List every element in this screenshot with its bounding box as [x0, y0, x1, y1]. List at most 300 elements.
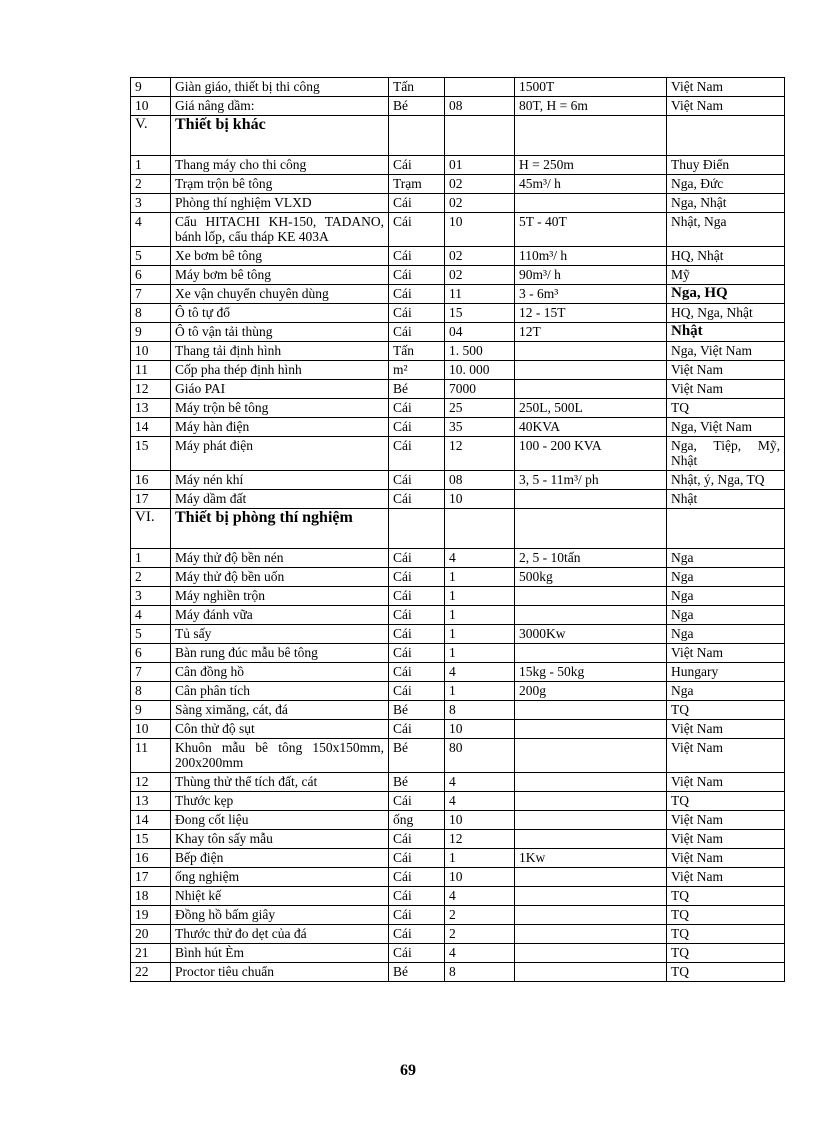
item-number: 21: [131, 944, 171, 963]
item-quantity: 4: [445, 944, 515, 963]
item-name: Giáo PAI: [171, 380, 389, 399]
item-name: ống nghiệm: [171, 868, 389, 887]
item-origin: Việt Nam: [667, 830, 785, 849]
item-origin: Việt Nam: [667, 849, 785, 868]
item-spec: [515, 720, 667, 739]
item-quantity: 80: [445, 739, 515, 773]
item-number: 1: [131, 156, 171, 175]
item-origin: Việt Nam: [667, 644, 785, 663]
item-unit: Cái: [389, 887, 445, 906]
table-row: [131, 849, 785, 868]
table-row: [131, 437, 785, 471]
item-spec: [515, 963, 667, 982]
item-unit: Cái: [389, 606, 445, 625]
table-row: [131, 568, 785, 587]
empty-cell: [667, 116, 785, 156]
item-origin: Việt Nam: [667, 720, 785, 739]
item-spec: [515, 361, 667, 380]
item-unit: Cái: [389, 944, 445, 963]
item-number: 10: [131, 720, 171, 739]
item-quantity: 1: [445, 682, 515, 701]
item-origin: Việt Nam: [667, 811, 785, 830]
empty-cell: [515, 116, 667, 156]
section-title: Thiết bị phòng thí nghiệm: [171, 509, 389, 549]
item-unit: Bé: [389, 380, 445, 399]
item-quantity: 1. 500: [445, 342, 515, 361]
item-name: Máy thử độ bền uốn: [171, 568, 389, 587]
item-spec: [515, 906, 667, 925]
item-quantity: 1: [445, 568, 515, 587]
item-unit: Cái: [389, 437, 445, 471]
item-spec: 45m³/ h: [515, 175, 667, 194]
item-origin: Mỹ: [667, 266, 785, 285]
table-row: [131, 887, 785, 906]
item-unit: ống: [389, 811, 445, 830]
item-spec: [515, 830, 667, 849]
item-name: Tủ sấy: [171, 625, 389, 644]
item-spec: 12T: [515, 323, 667, 342]
item-origin: TQ: [667, 887, 785, 906]
table-row: [131, 285, 785, 304]
item-unit: Cái: [389, 663, 445, 682]
item-name: Thùng thử thể tích đất, cát: [171, 773, 389, 792]
item-unit: Cái: [389, 323, 445, 342]
item-number: 11: [131, 361, 171, 380]
item-number: 13: [131, 792, 171, 811]
item-origin: Nga: [667, 682, 785, 701]
section-header-row: [131, 509, 785, 549]
item-number: 19: [131, 906, 171, 925]
item-number: 5: [131, 625, 171, 644]
table-row: [131, 247, 785, 266]
item-spec: 3 - 6m³: [515, 285, 667, 304]
item-quantity: 25: [445, 399, 515, 418]
item-quantity: 02: [445, 175, 515, 194]
item-name: Máy nghiền trộn: [171, 587, 389, 606]
item-quantity: 1: [445, 849, 515, 868]
item-quantity: 12: [445, 437, 515, 471]
item-name: Khay tôn sấy mẫu: [171, 830, 389, 849]
item-quantity: 35: [445, 418, 515, 437]
item-name: Cốp pha thép định hình: [171, 361, 389, 380]
item-quantity: 8: [445, 701, 515, 720]
item-origin: Nhật, ý, Nga, TQ: [667, 471, 785, 490]
item-number: 9: [131, 323, 171, 342]
item-spec: 12 - 15T: [515, 304, 667, 323]
item-quantity: 10: [445, 811, 515, 830]
section-number: VI.: [131, 509, 171, 549]
item-number: 22: [131, 963, 171, 982]
item-spec: [515, 811, 667, 830]
item-number: 9: [131, 701, 171, 720]
table-row: [131, 78, 785, 97]
item-name: Nhiệt kế: [171, 887, 389, 906]
item-unit: Bé: [389, 739, 445, 773]
item-spec: [515, 739, 667, 773]
item-unit: Cái: [389, 682, 445, 701]
item-number: 20: [131, 925, 171, 944]
item-spec: 500kg: [515, 568, 667, 587]
item-spec: 1Kw: [515, 849, 667, 868]
item-origin: Việt Nam: [667, 380, 785, 399]
item-number: 17: [131, 490, 171, 509]
item-origin: Nga: [667, 549, 785, 568]
item-name: Sàng ximăng, cát, đá: [171, 701, 389, 720]
item-unit: Tấn: [389, 78, 445, 97]
item-unit: Cái: [389, 830, 445, 849]
equipment-table-body: [131, 78, 785, 982]
item-name: Đong cốt liệu: [171, 811, 389, 830]
item-unit: Cái: [389, 644, 445, 663]
item-origin: Việt Nam: [667, 78, 785, 97]
table-row: [131, 304, 785, 323]
item-name: Máy dầm đất: [171, 490, 389, 509]
item-name: Côn thử độ sụt: [171, 720, 389, 739]
item-origin: Hungary: [667, 663, 785, 682]
item-unit: Cái: [389, 568, 445, 587]
item-name: Máy nén khí: [171, 471, 389, 490]
table-row: [131, 361, 785, 380]
item-quantity: 12: [445, 830, 515, 849]
item-unit: Cái: [389, 625, 445, 644]
item-unit: Cái: [389, 247, 445, 266]
item-number: 14: [131, 418, 171, 437]
item-origin: Việt Nam: [667, 773, 785, 792]
table-row: [131, 720, 785, 739]
item-unit: Cái: [389, 194, 445, 213]
item-origin: HQ, Nhật: [667, 247, 785, 266]
item-number: 12: [131, 773, 171, 792]
item-number: 12: [131, 380, 171, 399]
item-name: Cẩu HITACHI KH-150, TADANO, bánh lốp, cẩu tháp KE 403A: [171, 213, 389, 247]
item-number: 4: [131, 213, 171, 247]
item-spec: 3, 5 - 11m³/ ph: [515, 471, 667, 490]
item-name: Cân phân tích: [171, 682, 389, 701]
item-origin: Nhật: [667, 323, 785, 342]
table-row: [131, 194, 785, 213]
item-number: 3: [131, 194, 171, 213]
table-row: [131, 490, 785, 509]
item-origin: Nga: [667, 625, 785, 644]
item-origin: Nga, Việt Nam: [667, 342, 785, 361]
item-spec: [515, 925, 667, 944]
item-number: 2: [131, 568, 171, 587]
item-name: Ô tô vận tải thùng: [171, 323, 389, 342]
item-quantity: 4: [445, 773, 515, 792]
table-row: [131, 471, 785, 490]
item-number: 7: [131, 663, 171, 682]
item-spec: 3000Kw: [515, 625, 667, 644]
table-row: [131, 97, 785, 116]
item-name: Giàn giáo, thiết bị thi công: [171, 78, 389, 97]
item-origin: TQ: [667, 399, 785, 418]
item-origin: Thuy Điển: [667, 156, 785, 175]
item-spec: 5T - 40T: [515, 213, 667, 247]
item-name: Máy hàn điện: [171, 418, 389, 437]
item-number: 2: [131, 175, 171, 194]
table-row: [131, 323, 785, 342]
item-origin: Nga, HQ: [667, 285, 785, 304]
item-number: 1: [131, 549, 171, 568]
item-number: 10: [131, 342, 171, 361]
item-number: 6: [131, 266, 171, 285]
item-spec: [515, 944, 667, 963]
item-quantity: 02: [445, 194, 515, 213]
item-quantity: 1: [445, 625, 515, 644]
item-name: Máy trộn bê tông: [171, 399, 389, 418]
item-origin: TQ: [667, 944, 785, 963]
item-origin: Việt Nam: [667, 739, 785, 773]
item-quantity: 7000: [445, 380, 515, 399]
item-number: 11: [131, 739, 171, 773]
item-spec: [515, 701, 667, 720]
item-number: 5: [131, 247, 171, 266]
item-spec: [515, 490, 667, 509]
item-unit: Bé: [389, 773, 445, 792]
item-origin: Nga: [667, 587, 785, 606]
item-spec: [515, 792, 667, 811]
table-row: [131, 175, 785, 194]
table-row: [131, 418, 785, 437]
item-origin: Nga: [667, 568, 785, 587]
item-unit: Trạm: [389, 175, 445, 194]
item-unit: Bé: [389, 963, 445, 982]
item-number: 8: [131, 682, 171, 701]
item-quantity: 04: [445, 323, 515, 342]
item-spec: [515, 887, 667, 906]
item-unit: Cái: [389, 418, 445, 437]
item-unit: Bé: [389, 97, 445, 116]
item-quantity: 01: [445, 156, 515, 175]
item-quantity: 15: [445, 304, 515, 323]
item-name: Máy bơm bê tông: [171, 266, 389, 285]
item-quantity: 1: [445, 606, 515, 625]
item-name: Xe bơm bê tông: [171, 247, 389, 266]
table-row: [131, 625, 785, 644]
item-spec: 100 - 200 KVA: [515, 437, 667, 471]
item-name: Máy phát điện: [171, 437, 389, 471]
table-row: [131, 944, 785, 963]
item-number: 13: [131, 399, 171, 418]
item-unit: Cái: [389, 868, 445, 887]
item-name: Thước thử đo dẹt của đá: [171, 925, 389, 944]
item-name: Ô tô tự đổ: [171, 304, 389, 323]
item-origin: Nga, Tiệp, Mỹ, Nhật: [667, 437, 785, 471]
item-number: 16: [131, 471, 171, 490]
table-row: [131, 925, 785, 944]
item-unit: Cái: [389, 490, 445, 509]
item-name: Thang tải định hình: [171, 342, 389, 361]
item-name: Đồng hồ bấm giây: [171, 906, 389, 925]
item-unit: Cái: [389, 587, 445, 606]
item-quantity: [445, 78, 515, 97]
table-row: [131, 156, 785, 175]
item-name: Proctor tiêu chuẩn: [171, 963, 389, 982]
empty-cell: [445, 509, 515, 549]
item-spec: 80T, H = 6m: [515, 97, 667, 116]
item-spec: 40KVA: [515, 418, 667, 437]
item-spec: 250L, 500L: [515, 399, 667, 418]
item-unit: Cái: [389, 471, 445, 490]
item-number: 3: [131, 587, 171, 606]
item-spec: [515, 587, 667, 606]
item-spec: [515, 380, 667, 399]
table-row: [131, 644, 785, 663]
item-number: 15: [131, 437, 171, 471]
empty-cell: [445, 116, 515, 156]
section-title: Thiết bị khác: [171, 116, 389, 156]
item-unit: Cái: [389, 399, 445, 418]
item-spec: [515, 194, 667, 213]
item-origin: Nga: [667, 606, 785, 625]
table-row: [131, 773, 785, 792]
item-number: 9: [131, 78, 171, 97]
item-spec: [515, 868, 667, 887]
item-origin: Việt Nam: [667, 868, 785, 887]
item-origin: Nga, Nhật: [667, 194, 785, 213]
item-number: 18: [131, 887, 171, 906]
item-spec: H = 250m: [515, 156, 667, 175]
item-origin: TQ: [667, 906, 785, 925]
table-row: [131, 399, 785, 418]
item-quantity: 08: [445, 97, 515, 116]
item-spec: 200g: [515, 682, 667, 701]
table-row: [131, 266, 785, 285]
item-number: 14: [131, 811, 171, 830]
item-name: Xe vận chuyển chuyên dùng: [171, 285, 389, 304]
item-unit: Tấn: [389, 342, 445, 361]
item-origin: TQ: [667, 701, 785, 720]
item-unit: Cái: [389, 156, 445, 175]
item-name: Bếp điện: [171, 849, 389, 868]
item-spec: [515, 773, 667, 792]
table-row: [131, 811, 785, 830]
item-unit: Cái: [389, 549, 445, 568]
item-unit: Cái: [389, 720, 445, 739]
item-quantity: 10: [445, 490, 515, 509]
item-spec: 2, 5 - 10tấn: [515, 549, 667, 568]
item-unit: Cái: [389, 285, 445, 304]
item-quantity: 1: [445, 587, 515, 606]
item-number: 8: [131, 304, 171, 323]
item-origin: Nhật: [667, 490, 785, 509]
item-quantity: 10. 000: [445, 361, 515, 380]
item-unit: Bé: [389, 701, 445, 720]
table-row: [131, 549, 785, 568]
item-quantity: 8: [445, 963, 515, 982]
item-quantity: 2: [445, 906, 515, 925]
item-spec: [515, 342, 667, 361]
item-name: Máy đánh vữa: [171, 606, 389, 625]
table-row: [131, 587, 785, 606]
section-number: V.: [131, 116, 171, 156]
item-quantity: 08: [445, 471, 515, 490]
item-quantity: 4: [445, 887, 515, 906]
item-spec: 1500T: [515, 78, 667, 97]
page-number: 69: [400, 1062, 416, 1079]
table-row: [131, 739, 785, 773]
item-number: 16: [131, 849, 171, 868]
item-name: Thước kẹp: [171, 792, 389, 811]
empty-cell: [389, 509, 445, 549]
item-quantity: 4: [445, 549, 515, 568]
empty-cell: [389, 116, 445, 156]
item-origin: TQ: [667, 963, 785, 982]
table-row: [131, 963, 785, 982]
table-row: [131, 868, 785, 887]
table-row: [131, 380, 785, 399]
item-quantity: 10: [445, 213, 515, 247]
table-row: [131, 906, 785, 925]
item-quantity: 02: [445, 247, 515, 266]
item-quantity: 10: [445, 720, 515, 739]
table-row: [131, 606, 785, 625]
item-number: 10: [131, 97, 171, 116]
table-row: [131, 792, 785, 811]
item-origin: Nga, Việt Nam: [667, 418, 785, 437]
item-spec: 15kg - 50kg: [515, 663, 667, 682]
table-row: [131, 830, 785, 849]
empty-cell: [667, 509, 785, 549]
item-unit: Cái: [389, 266, 445, 285]
table-row: [131, 213, 785, 247]
item-unit: Cái: [389, 849, 445, 868]
item-unit: Cái: [389, 925, 445, 944]
item-name: Phòng thí nghiệm VLXD: [171, 194, 389, 213]
item-origin: HQ, Nga, Nhật: [667, 304, 785, 323]
table-row: [131, 682, 785, 701]
item-unit: Cái: [389, 906, 445, 925]
item-quantity: 2: [445, 925, 515, 944]
item-name: Thang máy cho thi công: [171, 156, 389, 175]
item-number: 7: [131, 285, 171, 304]
item-name: Máy thử độ bền nén: [171, 549, 389, 568]
item-spec: 110m³/ h: [515, 247, 667, 266]
item-number: 4: [131, 606, 171, 625]
item-name: Khuôn mẫu bê tông 150x150mm, 200x200mm: [171, 739, 389, 773]
equipment-table: [130, 77, 785, 982]
item-origin: Việt Nam: [667, 361, 785, 380]
item-origin: TQ: [667, 925, 785, 944]
item-quantity: 10: [445, 868, 515, 887]
item-name: Trạm trộn bê tông: [171, 175, 389, 194]
item-number: 15: [131, 830, 171, 849]
item-name: Bàn rung đúc mẫu bê tông: [171, 644, 389, 663]
item-quantity: 4: [445, 792, 515, 811]
item-origin: Việt Nam: [667, 97, 785, 116]
item-unit: Cái: [389, 792, 445, 811]
item-name: Bình hút Èm: [171, 944, 389, 963]
item-name: Cân đồng hồ: [171, 663, 389, 682]
item-quantity: 11: [445, 285, 515, 304]
item-spec: [515, 606, 667, 625]
item-unit: Cái: [389, 213, 445, 247]
item-origin: Nga, Đức: [667, 175, 785, 194]
item-spec: 90m³/ h: [515, 266, 667, 285]
item-number: 6: [131, 644, 171, 663]
item-spec: [515, 644, 667, 663]
item-name: Giá nâng dầm:: [171, 97, 389, 116]
item-origin: TQ: [667, 792, 785, 811]
table-row: [131, 663, 785, 682]
item-origin: Nhật, Nga: [667, 213, 785, 247]
item-unit: m²: [389, 361, 445, 380]
table-row: [131, 342, 785, 361]
item-quantity: 1: [445, 644, 515, 663]
table-row: [131, 701, 785, 720]
item-unit: Cái: [389, 304, 445, 323]
empty-cell: [515, 509, 667, 549]
